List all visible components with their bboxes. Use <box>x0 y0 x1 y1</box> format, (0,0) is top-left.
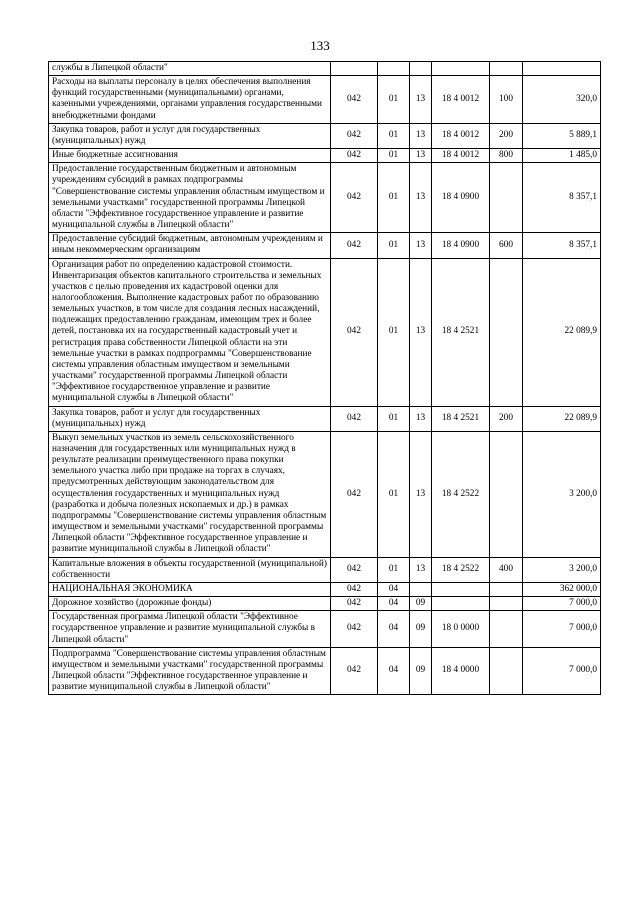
subsection-code-cell: 13 <box>410 406 432 431</box>
section-code-cell: 04 <box>378 597 410 611</box>
expense-type-cell <box>490 431 523 557</box>
ministry-code-cell: 042 <box>331 406 378 431</box>
subsection-code-cell: 13 <box>410 76 432 124</box>
row-name-cell: Подпрограмма "Совершенствование системы управления областным имуществом и земельными участками" государственной программы Липецкой области "Эффективное государственное управление и развитие муниципальной службы в Липецкой области" <box>49 647 331 695</box>
section-code-cell: 04 <box>378 582 410 596</box>
ministry-code-cell: 042 <box>331 647 378 695</box>
expense-type-cell: 400 <box>490 557 523 582</box>
expense-type-cell: 800 <box>490 149 523 163</box>
section-code-cell: 01 <box>378 233 410 258</box>
table-row <box>49 597 601 611</box>
amount-cell: 3 200,0 <box>523 431 601 557</box>
table-row <box>49 406 601 431</box>
row-name-cell: Предоставление субсидий бюджетным, автономным учреждениям и иным некоммерческим организациям <box>49 233 331 258</box>
table-row <box>49 62 601 76</box>
row-name-cell: Дорожное хозяйство (дорожные фонды) <box>49 597 331 611</box>
ministry-code-cell: 042 <box>331 582 378 596</box>
row-name-cell: Организация работ по определению кадастровой стоимости. Инвентаризация объектов капитального строительства и земельных участков с целью проведения их кадастровой оценки для налогообложения. Выполнение кадастровых работ по образованию земельных участков, в том числе для создания лесных насаждений, подлежащих предоставлению гражданам, имеющим трех и более детей, постановка их на государственный кадастровый учет и регистрация права собственности Липецкой области на эти земельные участки в рамках подпрограммы "Совершенствование системы управления областным имуществом и земельными участками" государственной программы Липецкой области "Эффективное государственное управление и развитие муниципальной службы в Липецкой области" <box>49 258 331 406</box>
section-code-cell: 01 <box>378 123 410 148</box>
row-name-cell: Расходы на выплаты персоналу в целях обеспечения выполнения функций государственными (муниципальными) органами, казенными учреждениями, органами управления государственными внебюджетными фондами <box>49 76 331 124</box>
section-code-cell: 01 <box>378 76 410 124</box>
row-name-cell: Капитальные вложения в объекты государственной (муниципальной) собственности <box>49 557 331 582</box>
section-code-cell: 04 <box>378 611 410 647</box>
ministry-code-cell: 042 <box>331 557 378 582</box>
section-code-cell: 01 <box>378 557 410 582</box>
amount-cell: 8 357,1 <box>523 233 601 258</box>
amount-cell: 7 000,0 <box>523 597 601 611</box>
expense-type-cell <box>490 582 523 596</box>
section-code-cell: 01 <box>378 163 410 233</box>
expense-type-cell <box>490 647 523 695</box>
expense-type-cell <box>490 258 523 406</box>
subsection-code-cell: 09 <box>410 647 432 695</box>
amount-cell: 22 089,9 <box>523 258 601 406</box>
ministry-code-cell: 042 <box>331 611 378 647</box>
row-name-cell: Выкуп земельных участков из земель сельскохозяйственного назначения для государственных или муниципальных нужд в результате реализации преимущественного права покупки земельного участка либо при продаже на торгах в случаях, предусмотренных действующим законодательством для осуществления государственных и муниципальных нужд (разработка и добыча полезных ископаемых и др.) в рамках подпрограммы "Совершенствование системы управления областным имуществом и земельными участками" государственной программы Липецкой области "Эффективное государственное управление и развитие муниципальной службы в Липецкой области" <box>49 431 331 557</box>
target-article-cell: 18 4 0900 <box>432 163 490 233</box>
subsection-code-cell: 09 <box>410 597 432 611</box>
amount-cell: 22 089,9 <box>523 406 601 431</box>
page-number: 133 <box>310 38 330 53</box>
target-article-cell <box>432 62 490 76</box>
target-article-cell: 18 4 0012 <box>432 149 490 163</box>
subsection-code-cell: 13 <box>410 149 432 163</box>
amount-cell: 7 000,0 <box>523 611 601 647</box>
expense-type-cell <box>490 163 523 233</box>
table-row <box>49 647 601 695</box>
ministry-code-cell: 042 <box>331 258 378 406</box>
section-code-cell: 04 <box>378 647 410 695</box>
expense-type-cell: 200 <box>490 123 523 148</box>
subsection-code-cell: 13 <box>410 557 432 582</box>
ministry-code-cell: 042 <box>331 123 378 148</box>
subsection-code-cell: 13 <box>410 233 432 258</box>
target-article-cell: 18 4 0900 <box>432 233 490 258</box>
expense-type-cell <box>490 62 523 76</box>
ministry-code-cell: 042 <box>331 233 378 258</box>
amount-cell: 1 485,0 <box>523 149 601 163</box>
target-article-cell <box>432 582 490 596</box>
table-row <box>49 431 601 557</box>
expense-type-cell <box>490 597 523 611</box>
row-name-cell: Предоставление государственным бюджетным и автономным учреждениям субсидий в рамках подпрограммы "Совершенствование системы управления областным имуществом и земельными участками" государственной программы Липецкой области "Эффективное государственное управление и развитие муниципальной службы в Липецкой области" <box>49 163 331 233</box>
target-article-cell: 18 4 0000 <box>432 647 490 695</box>
section-code-cell: 01 <box>378 258 410 406</box>
target-article-cell: 18 4 2522 <box>432 557 490 582</box>
table-row <box>49 258 601 406</box>
section-code-cell: 01 <box>378 149 410 163</box>
subsection-code-cell: 13 <box>410 123 432 148</box>
row-name-cell: службы в Липецкой области" <box>49 62 331 76</box>
amount-cell: 320,0 <box>523 76 601 124</box>
subsection-code-cell <box>410 62 432 76</box>
table-row <box>49 123 601 148</box>
budget-table <box>48 61 601 695</box>
target-article-cell: 18 0 0000 <box>432 611 490 647</box>
expense-type-cell: 100 <box>490 76 523 124</box>
expense-type-cell: 200 <box>490 406 523 431</box>
amount-cell: 8 357,1 <box>523 163 601 233</box>
amount-cell: 7 000,0 <box>523 647 601 695</box>
budget-table-body <box>49 62 601 695</box>
expense-type-cell: 600 <box>490 233 523 258</box>
table-row <box>49 582 601 596</box>
ministry-code-cell: 042 <box>331 76 378 124</box>
target-article-cell: 18 4 0012 <box>432 123 490 148</box>
target-article-cell: 18 4 2522 <box>432 431 490 557</box>
table-row <box>49 557 601 582</box>
table-row <box>49 233 601 258</box>
table-row <box>49 149 601 163</box>
row-name-cell: Закупка товаров, работ и услуг для государственных (муниципальных) нужд <box>49 123 331 148</box>
target-article-cell: 18 4 2521 <box>432 406 490 431</box>
row-name-cell: НАЦИОНАЛЬНАЯ ЭКОНОМИКА <box>49 582 331 596</box>
subsection-code-cell: 13 <box>410 163 432 233</box>
target-article-cell: 18 4 0012 <box>432 76 490 124</box>
subsection-code-cell: 13 <box>410 258 432 406</box>
subsection-code-cell: 13 <box>410 431 432 557</box>
table-row <box>49 76 601 124</box>
ministry-code-cell: 042 <box>331 431 378 557</box>
table-row <box>49 163 601 233</box>
ministry-code-cell: 042 <box>331 163 378 233</box>
row-name-cell: Закупка товаров, работ и услуг для государственных (муниципальных) нужд <box>49 406 331 431</box>
section-code-cell: 01 <box>378 431 410 557</box>
amount-cell: 362 000,0 <box>523 582 601 596</box>
row-name-cell: Иные бюджетные ассигнования <box>49 149 331 163</box>
row-name-cell: Государственная программа Липецкой области "Эффективное государственное управление и развитие муниципальной службы в Липецкой области" <box>49 611 331 647</box>
section-code-cell <box>378 62 410 76</box>
table-row <box>49 611 601 647</box>
ministry-code-cell: 042 <box>331 597 378 611</box>
amount-cell <box>523 62 601 76</box>
amount-cell: 3 200,0 <box>523 557 601 582</box>
target-article-cell: 18 4 2521 <box>432 258 490 406</box>
ministry-code-cell: 042 <box>331 149 378 163</box>
section-code-cell: 01 <box>378 406 410 431</box>
ministry-code-cell <box>331 62 378 76</box>
expense-type-cell <box>490 611 523 647</box>
amount-cell: 5 889,1 <box>523 123 601 148</box>
subsection-code-cell: 09 <box>410 611 432 647</box>
target-article-cell <box>432 597 490 611</box>
subsection-code-cell <box>410 582 432 596</box>
